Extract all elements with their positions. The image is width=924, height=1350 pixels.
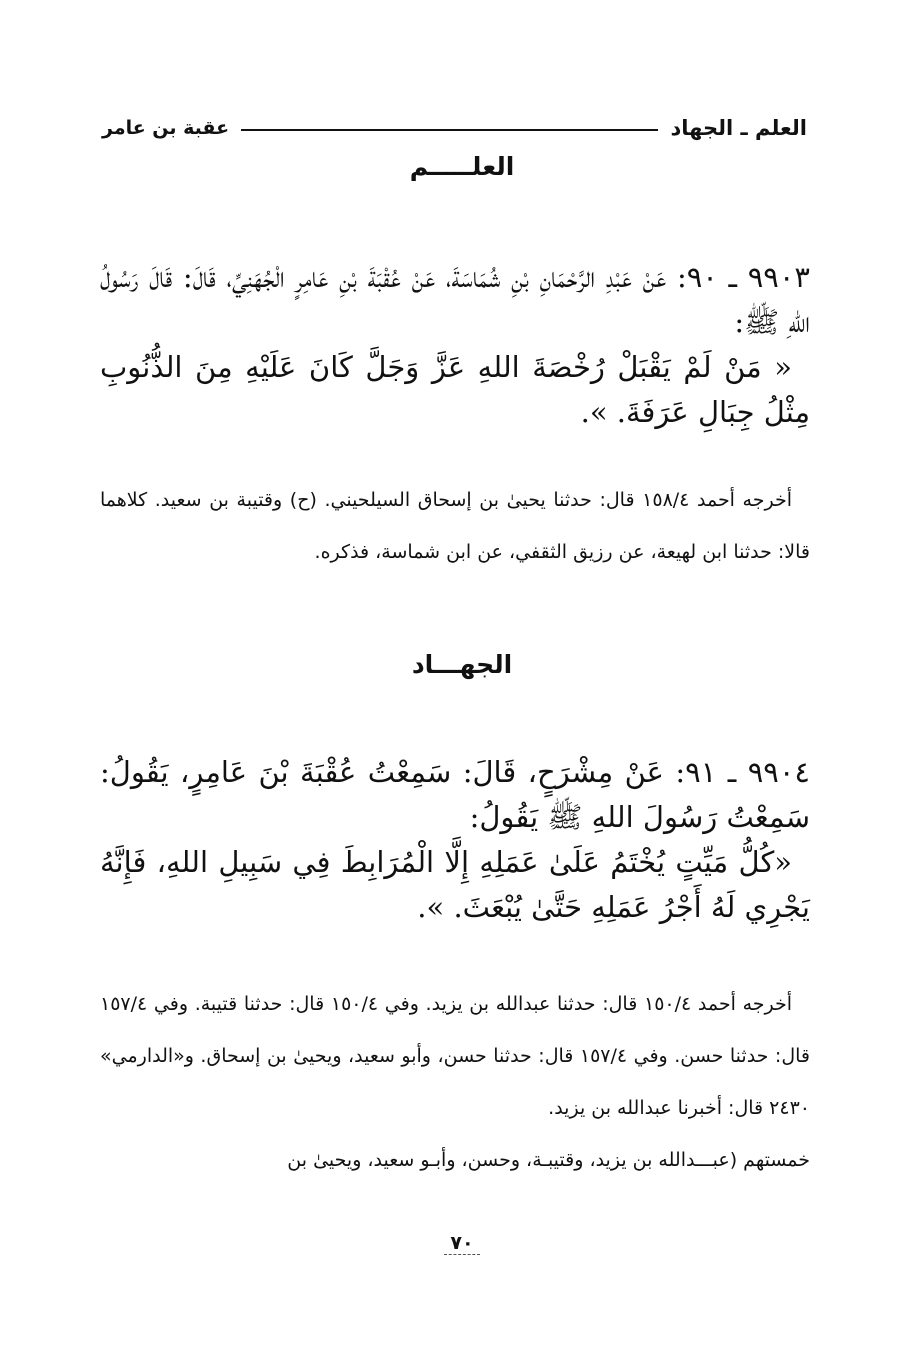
hadith-matn: «كُلُّ مَيِّتٍ يُخْتَمُ عَلَىٰ عَمَلِهِ إِلَّا الْمُرَابِطَ فِي سَبِيلِ اللهِ، فَإِنَّهُ يَجْرِي لَهُ أَجْرُ عَمَلِهِ حَتَّىٰ يُبْعَثَ. ».: [100, 845, 810, 924]
takhrij-text: أخرجه أحمد ١٥٨/٤ قال: حدثنا يحيىٰ بن إسحاق السيلحيني. (ح) وقتيبة بن سعيد. كلاهما قالا: حدثنا ابن لهيعة، عن رزيق الثقفي، عن ابن شماسة، فذكره.: [100, 489, 810, 563]
section-title-jihad: الجهـــاد: [411, 650, 513, 679]
hadith-isnad: ٩٩٠٣ ـ ٩٠: عَنْ عَبْدِ الرَّحْمَانِ بْنِ شُمَاسَةَ، عَنْ عُقْبَةَ بْنِ عَامِرٍ الْجُهَنِيِّ، قَالَ: قَالَ رَسُولُ اللهِ ﷺ:: [100, 260, 810, 339]
hadith-matn: « مَنْ لَمْ يَقْبَلْ رُخْصَةَ اللهِ عَزَّ وَجَلَّ كَانَ عَلَيْهِ مِنَ الذُّنُوبِ مِثْلُ جِبَالِ عَرَفَةَ. ».: [100, 350, 810, 429]
running-header: [102, 110, 807, 146]
page-number: ٧٠: [0, 1232, 924, 1254]
header-chapter-title: العلم ـ الجهاد: [670, 116, 807, 140]
takhrij-continuation: خمستهم (عبـــدالله بن يزيد، وقتيبـة، وحسن، وأبـو سعيد، ويحيىٰ بن: [287, 1149, 810, 1171]
section-title-knowledge: العلـــــم: [409, 152, 515, 181]
takhrij-9904: [100, 978, 810, 1186]
takhrij-9903: [100, 474, 810, 578]
header-narrator-name: عقبة بن عامر: [102, 117, 230, 139]
hadith-9904: [100, 750, 810, 930]
hadith-isnad: ٩٩٠٤ ـ ٩١: عَنْ مِشْرَحٍ، قَالَ: سَمِعْتُ عُقْبَةَ بْنَ عَامِرٍ، يَقُولُ: سَمِعْتُ رَسُولَ اللهِ ﷺ يَقُولُ:: [100, 755, 810, 834]
hadith-9903: [100, 255, 810, 435]
header-rule: [241, 129, 658, 131]
takhrij-text: أخرجه أحمد ١٥٠/٤ قال: حدثنا عبدالله بن يزيد. وفي ١٥٠/٤ قال: حدثنا قتيبة. وفي ١٥٧/٤ قال: حدثنا حسن. وفي ١٥٧/٤ قال: حدثنا حسن، وأبو سعيد، ويحيىٰ بن إسحاق. و«الدارمي» ٢٤٣٠ قال: أخبرنا عبدالله بن يزيد.: [100, 993, 810, 1119]
